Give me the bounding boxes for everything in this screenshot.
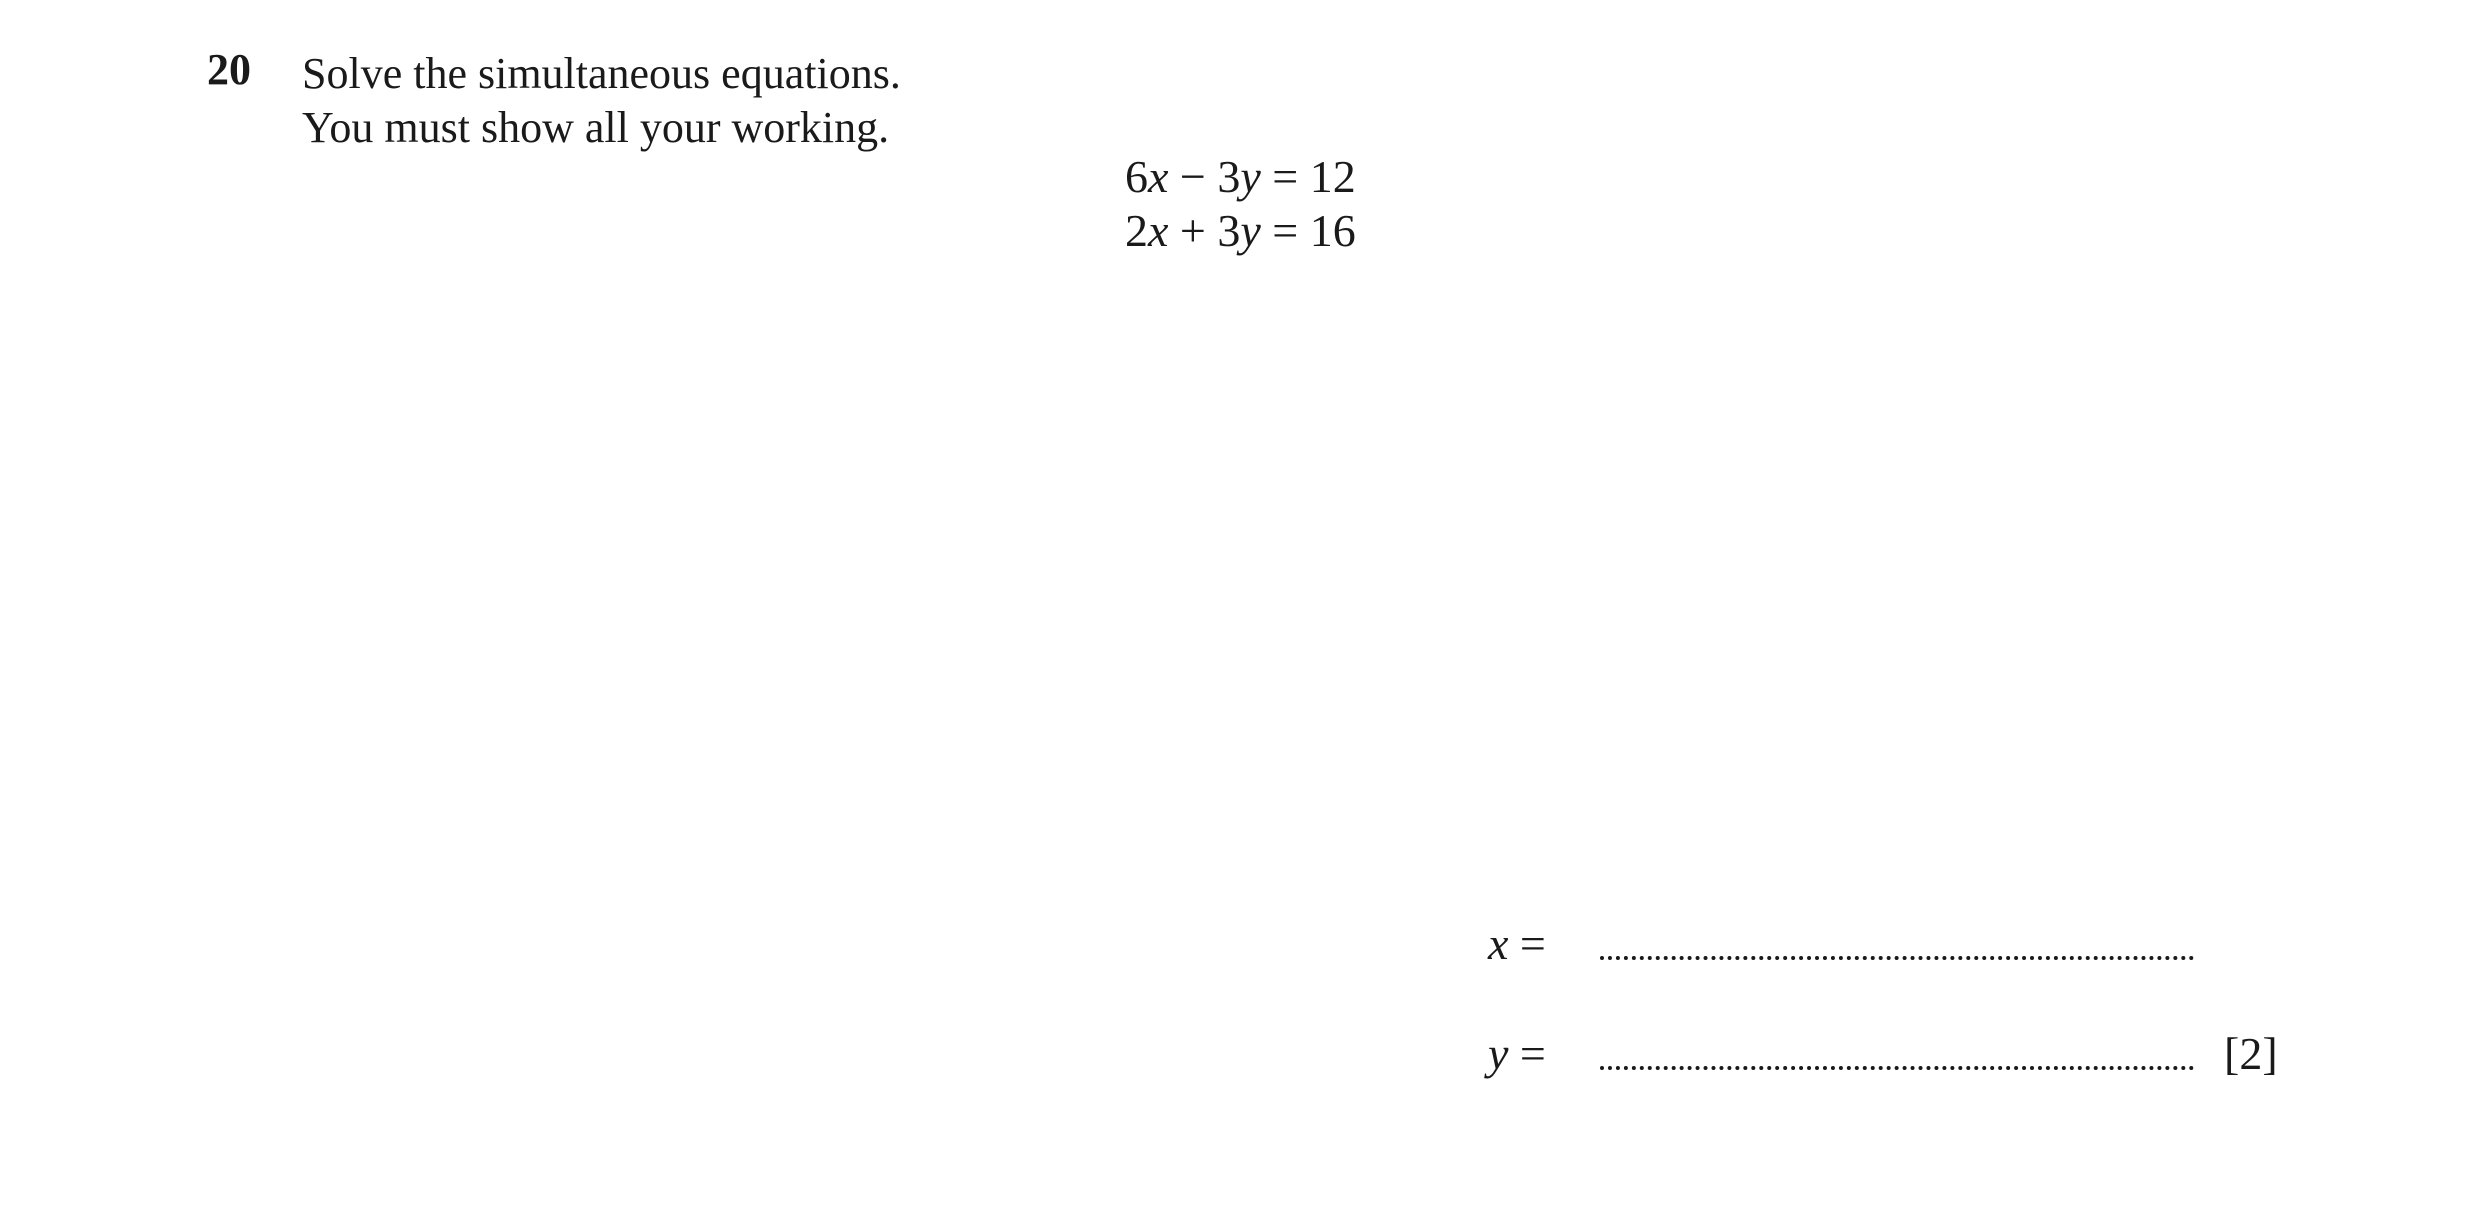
question-instruction-line-2: You must show all your working.: [302, 103, 890, 152]
answer-line-x[interactable]: [1600, 956, 2194, 960]
question-instruction-line-1: Solve the simultaneous equations.: [302, 49, 901, 98]
equation-2: 2x + 3y = 16: [1125, 205, 1356, 256]
answer-line-y[interactable]: [1600, 1066, 2194, 1070]
question-number: 20: [207, 45, 251, 94]
marks-label: [2]: [2224, 1028, 2278, 1079]
equations-block: [1125, 150, 1356, 258]
answer-label-x: x =: [1488, 918, 1546, 969]
equation-1: 6x − 3y = 12: [1125, 151, 1356, 202]
answer-label-y: y =: [1488, 1028, 1546, 1079]
